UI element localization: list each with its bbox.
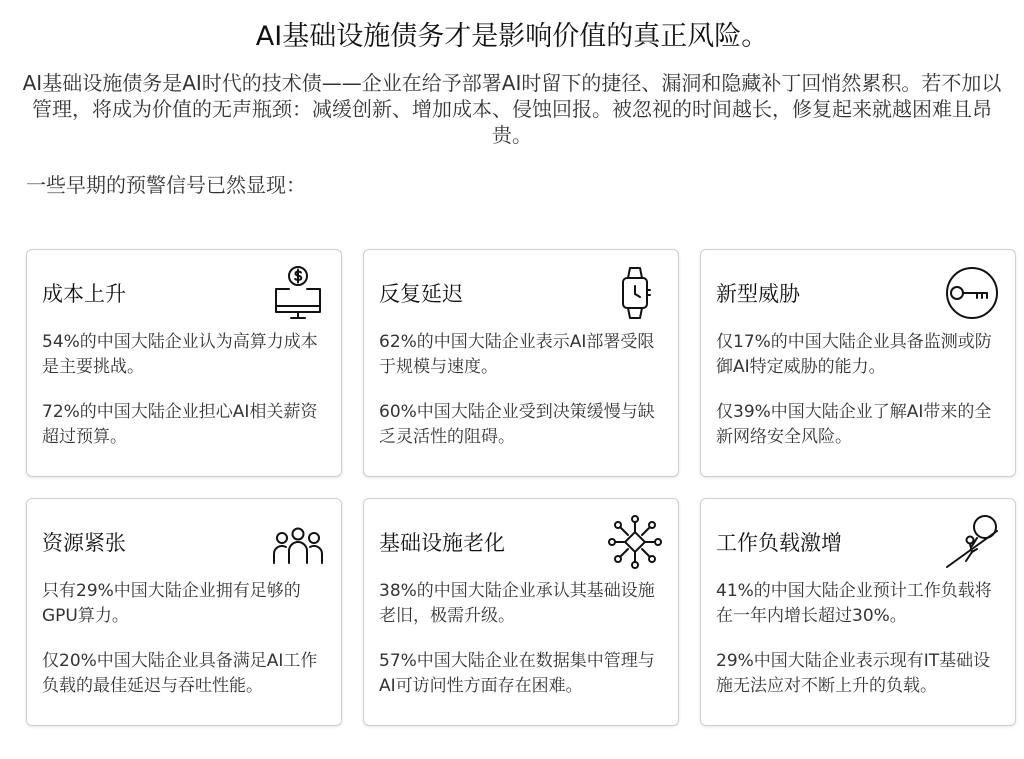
- boulder-uphill-icon: [943, 513, 1001, 571]
- stat-text: 29%中国大陆企业表示现有IT基础设施无法应对不断上升的负载。: [716, 651, 991, 696]
- key-icon: [943, 264, 1001, 322]
- stat-text: 41%的中国大陆企业预计工作负载将在一年内增长超过30%。: [716, 581, 992, 626]
- stat-text: 仅39%中国大陆企业了解AI带来的全新网络安全风险。: [716, 402, 992, 447]
- card-title: 资源紧张: [42, 531, 126, 555]
- card-resource-shortage: [26, 498, 342, 726]
- card-title: 新型威胁: [716, 282, 800, 306]
- card-new-threats: [700, 249, 1016, 477]
- stat-text: 54%的中国大陆企业认为高算力成本是主要挑战。: [42, 332, 318, 377]
- stat-text: 57%中国大陆企业在数据集中管理与AI可访问性方面存在困难。: [379, 651, 655, 696]
- card-title: 基础设施老化: [379, 531, 505, 555]
- card-title: 反复延迟: [379, 282, 463, 306]
- card-title: 工作负载激增: [716, 531, 842, 555]
- card-repeated-delays: [363, 249, 679, 477]
- network-hub-icon: [606, 513, 664, 571]
- stat-text: 仅17%的中国大陆企业具备监测或防御AI特定威胁的能力。: [716, 332, 992, 377]
- intro-paragraph: AI基础设施债务是AI时代的技术债——企业在给予部署AI时留下的捷径、漏洞和隐藏补丁回悄然累积。若不加以管理，将成为价值的无声瓶颈：减缓创新、增加成本、侵蚀回报。被忽视的时间越长，修复起来就越困难且昂贵。: [22, 71, 1002, 147]
- card-aging-infrastructure: [363, 498, 679, 726]
- page-title: AI基础设施债务才是影响价值的真正风险。: [255, 21, 769, 52]
- smartwatch-icon: [606, 264, 664, 322]
- stat-text: 仅20%中国大陆企业具备满足AI工作负载的最佳延迟与吞吐性能。: [42, 651, 318, 696]
- monitor-dollar-icon: [269, 264, 327, 322]
- card-rising-cost: [26, 249, 342, 477]
- stat-text: 38%的中国大陆企业承认其基础设施老旧，极需升级。: [379, 581, 655, 626]
- signals-heading: 一些早期的预警信号已然显现：: [26, 173, 306, 197]
- stat-text: 只有29%中国大陆企业拥有足够的GPU算力。: [42, 581, 301, 626]
- people-group-icon: [269, 513, 327, 571]
- stat-text: 62%的中国大陆企业表示AI部署受限于规模与速度。: [379, 332, 655, 377]
- stat-text: 72%的中国大陆企业担心AI相关薪资超过预算。: [42, 402, 318, 447]
- card-workload-surge: [700, 498, 1016, 726]
- stat-text: 60%中国大陆企业受到决策缓慢与缺乏灵活性的阻碍。: [379, 402, 655, 447]
- card-title: 成本上升: [42, 282, 126, 306]
